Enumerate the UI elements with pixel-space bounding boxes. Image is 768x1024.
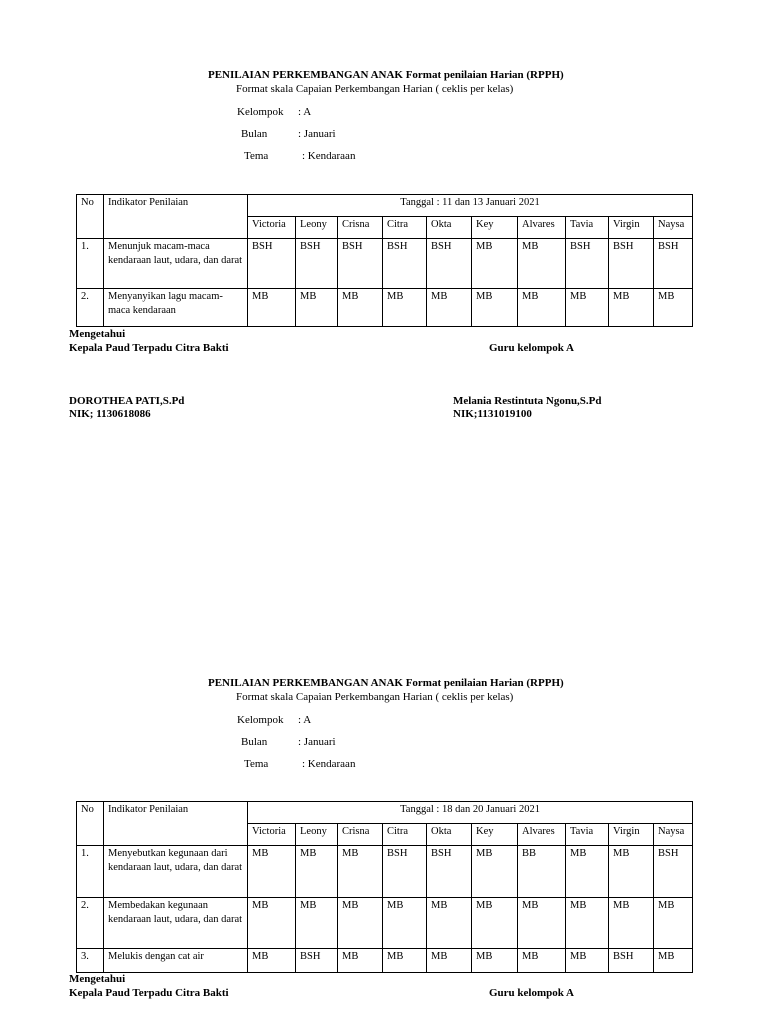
score-cell: MB bbox=[609, 898, 654, 949]
bulan-value: : Januari bbox=[298, 128, 336, 140]
kepala-nik: NIK; 1130618086 bbox=[69, 408, 151, 420]
assessment-table bbox=[76, 194, 693, 327]
student-name: Victoria bbox=[248, 824, 296, 846]
col-indikator-header: Indikator Penilaian bbox=[104, 195, 248, 239]
score-cell: MB bbox=[566, 289, 609, 327]
score-cell: BSH bbox=[427, 239, 472, 289]
score-cell: BSH bbox=[654, 239, 693, 289]
score-cell: MB bbox=[248, 898, 296, 949]
student-name: Leony bbox=[296, 824, 338, 846]
kelompok-value: : A bbox=[298, 714, 312, 726]
kepala-name: DOROTHEA PATI,S.Pd bbox=[69, 395, 185, 407]
score-cell: MB bbox=[383, 289, 427, 327]
score-cell: MB bbox=[518, 289, 566, 327]
score-cell: MB bbox=[472, 898, 518, 949]
score-cell: MB bbox=[338, 898, 383, 949]
student-name: Okta bbox=[427, 824, 472, 846]
tanggal-header: Tanggal : 18 dan 20 Januari 2021 bbox=[248, 802, 693, 824]
score-cell: MB bbox=[472, 239, 518, 289]
score-cell: MB bbox=[566, 898, 609, 949]
kepala-title: Kepala Paud Terpadu Citra Bakti bbox=[69, 342, 229, 354]
bulan-value: : Januari bbox=[298, 736, 336, 748]
row-indikator: Menunjuk macam-maca kendaraan laut, udara, dan darat bbox=[104, 239, 248, 289]
mengetahui-label: Mengetahui bbox=[69, 328, 126, 340]
score-cell: MB bbox=[427, 289, 472, 327]
score-cell: MB bbox=[609, 846, 654, 898]
score-cell: MB bbox=[427, 949, 472, 973]
score-cell: BSH bbox=[296, 239, 338, 289]
tema-value: : Kendaraan bbox=[302, 150, 356, 162]
tema-label: Tema bbox=[244, 150, 269, 162]
row-indikator: Melukis dengan cat air bbox=[104, 949, 248, 973]
score-cell: MB bbox=[566, 949, 609, 973]
bulan-label: Bulan bbox=[241, 128, 268, 140]
row-no: 2. bbox=[77, 289, 104, 327]
tema-label: Tema bbox=[244, 758, 269, 770]
score-cell: MB bbox=[472, 949, 518, 973]
score-cell: MB bbox=[338, 289, 383, 327]
col-no-header: No bbox=[77, 195, 104, 239]
score-cell: MB bbox=[338, 846, 383, 898]
kelompok-label: Kelompok bbox=[237, 714, 284, 726]
doc-subtitle: Format skala Capaian Perkembangan Harian ( ceklis per kelas) bbox=[236, 691, 514, 703]
row-indikator: Membedakan kegunaan kendaraan laut, udara, dan darat bbox=[104, 898, 248, 949]
student-name: Citra bbox=[383, 217, 427, 239]
assessment-table bbox=[76, 801, 693, 973]
score-cell: MB bbox=[338, 949, 383, 973]
row-no: 1. bbox=[77, 846, 104, 898]
student-name: Leony bbox=[296, 217, 338, 239]
row-indikator: Menyanyikan lagu macam-maca kendaraan bbox=[104, 289, 248, 327]
student-name: Naysa bbox=[654, 217, 693, 239]
score-cell: MB bbox=[518, 898, 566, 949]
score-cell: BSH bbox=[427, 846, 472, 898]
score-cell: MB bbox=[654, 949, 693, 973]
score-cell: BSH bbox=[383, 239, 427, 289]
student-name: Alvares bbox=[518, 217, 566, 239]
student-name: Virgin bbox=[609, 217, 654, 239]
score-cell: BSH bbox=[296, 949, 338, 973]
doc-subtitle: Format skala Capaian Perkembangan Harian ( ceklis per kelas) bbox=[236, 83, 514, 95]
score-cell: BSH bbox=[338, 239, 383, 289]
kelompok-label: Kelompok bbox=[237, 106, 284, 118]
table-row bbox=[77, 289, 693, 327]
student-name: Naysa bbox=[654, 824, 693, 846]
score-cell: BB bbox=[518, 846, 566, 898]
row-no: 2. bbox=[77, 898, 104, 949]
score-cell: MB bbox=[566, 846, 609, 898]
student-name: Crisna bbox=[338, 824, 383, 846]
student-name: Virgin bbox=[609, 824, 654, 846]
student-name: Victoria bbox=[248, 217, 296, 239]
row-no: 1. bbox=[77, 239, 104, 289]
guru-nik: NIK;1131019100 bbox=[453, 408, 532, 420]
score-cell: MB bbox=[518, 949, 566, 973]
score-cell: MB bbox=[296, 898, 338, 949]
score-cell: MB bbox=[654, 898, 693, 949]
score-cell: MB bbox=[472, 846, 518, 898]
student-name: Crisna bbox=[338, 217, 383, 239]
row-indikator: Menyebutkan kegunaan dari kendaraan laut, udara, dan darat bbox=[104, 846, 248, 898]
student-name: Key bbox=[472, 217, 518, 239]
score-cell: MB bbox=[248, 289, 296, 327]
score-cell: MB bbox=[296, 289, 338, 327]
table-header-row bbox=[77, 802, 693, 824]
student-name: Key bbox=[472, 824, 518, 846]
table-row bbox=[77, 898, 693, 949]
table-row bbox=[77, 846, 693, 898]
doc-title: PENILAIAN PERKEMBANGAN ANAK Format penilaian Harian (RPPH) bbox=[208, 677, 564, 689]
bulan-label: Bulan bbox=[241, 736, 268, 748]
col-indikator-header: Indikator Penilaian bbox=[104, 802, 248, 846]
score-cell: MB bbox=[296, 846, 338, 898]
guru-title: Guru kelompok A bbox=[489, 987, 574, 999]
score-cell: BSH bbox=[383, 846, 427, 898]
student-name: Okta bbox=[427, 217, 472, 239]
student-name: Tavia bbox=[566, 824, 609, 846]
guru-title: Guru kelompok A bbox=[489, 342, 574, 354]
score-cell: MB bbox=[654, 289, 693, 327]
score-cell: MB bbox=[383, 898, 427, 949]
kepala-title: Kepala Paud Terpadu Citra Bakti bbox=[69, 987, 229, 999]
tanggal-header: Tanggal : 11 dan 13 Januari 2021 bbox=[248, 195, 693, 217]
guru-name: Melania Restintuta Ngonu,S.Pd bbox=[453, 395, 602, 407]
score-cell: MB bbox=[518, 239, 566, 289]
col-no-header: No bbox=[77, 802, 104, 846]
score-cell: BSH bbox=[248, 239, 296, 289]
score-cell: MB bbox=[472, 289, 518, 327]
score-cell: BSH bbox=[566, 239, 609, 289]
score-cell: BSH bbox=[609, 239, 654, 289]
table-row bbox=[77, 949, 693, 973]
student-name: Tavia bbox=[566, 217, 609, 239]
kelompok-value: : A bbox=[298, 106, 312, 118]
table-row bbox=[77, 239, 693, 289]
student-name: Alvares bbox=[518, 824, 566, 846]
score-cell: BSH bbox=[654, 846, 693, 898]
score-cell: MB bbox=[383, 949, 427, 973]
student-name: Citra bbox=[383, 824, 427, 846]
score-cell: MB bbox=[609, 289, 654, 327]
tema-value: : Kendaraan bbox=[302, 758, 356, 770]
mengetahui-label: Mengetahui bbox=[69, 973, 126, 985]
score-cell: BSH bbox=[609, 949, 654, 973]
score-cell: MB bbox=[248, 949, 296, 973]
score-cell: MB bbox=[427, 898, 472, 949]
row-no: 3. bbox=[77, 949, 104, 973]
table-header-row bbox=[77, 195, 693, 217]
score-cell: MB bbox=[248, 846, 296, 898]
doc-title: PENILAIAN PERKEMBANGAN ANAK Format penilaian Harian (RPPH) bbox=[208, 69, 564, 81]
